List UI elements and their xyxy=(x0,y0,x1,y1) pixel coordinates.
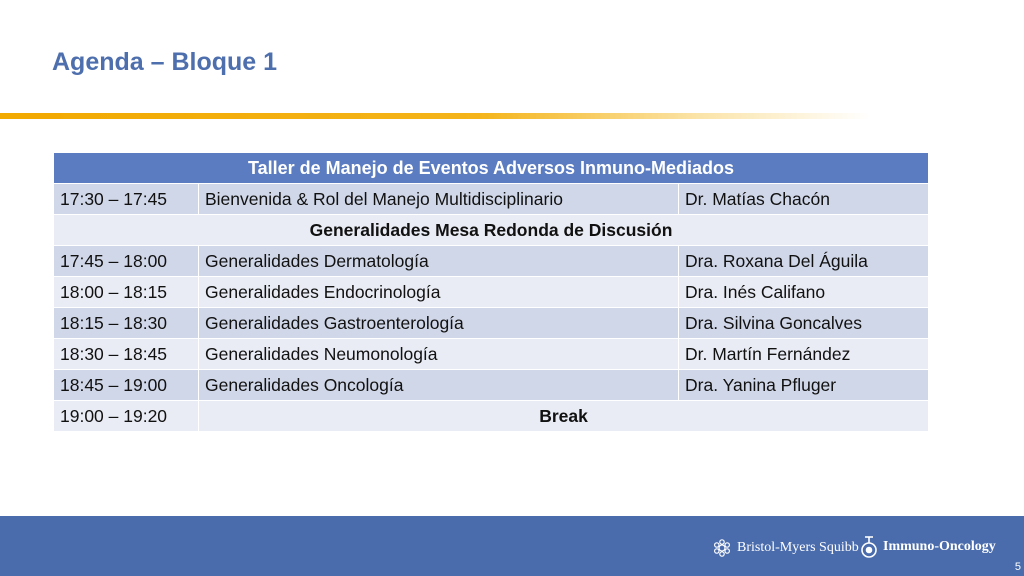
table-row xyxy=(54,339,929,370)
table-row xyxy=(54,370,929,401)
speaker-cell: Dra. Roxana Del Águila xyxy=(679,246,929,277)
topic-cell: Generalidades Endocrinología xyxy=(199,277,679,308)
io-logo xyxy=(860,535,996,559)
section-row xyxy=(54,215,929,246)
speaker-cell: Dr. Matías Chacón xyxy=(679,184,929,215)
topic-cell: Generalidades Oncología xyxy=(199,370,679,401)
speaker-cell: Dra. Inés Califano xyxy=(679,277,929,308)
time-cell: 19:00 – 19:20 xyxy=(54,401,199,432)
time-cell: 18:30 – 18:45 xyxy=(54,339,199,370)
io-logo-text: Immuno-Oncology xyxy=(883,539,996,554)
time-cell: 17:45 – 18:00 xyxy=(54,246,199,277)
topic-cell: Bienvenida & Rol del Manejo Multidisciplinario xyxy=(199,184,679,215)
page-number: 5 xyxy=(1014,561,1021,573)
bms-logo xyxy=(712,538,859,558)
section-title: Generalidades Mesa Redonda de Discusión xyxy=(54,215,929,246)
time-cell: 18:15 – 18:30 xyxy=(54,308,199,339)
topic-cell: Generalidades Dermatología xyxy=(199,246,679,277)
agenda-table xyxy=(53,152,929,432)
table-row xyxy=(54,308,929,339)
io-figure-icon xyxy=(860,535,878,559)
table-row xyxy=(54,184,929,215)
break-row xyxy=(54,401,929,432)
table-header: Taller de Manejo de Eventos Adversos Inmuno-Mediados xyxy=(54,153,929,184)
speaker-cell: Dra. Yanina Pfluger xyxy=(679,370,929,401)
topic-cell: Generalidades Gastroenterología xyxy=(199,308,679,339)
speaker-cell: Dra. Silvina Goncalves xyxy=(679,308,929,339)
topic-cell: Generalidades Neumonología xyxy=(199,339,679,370)
break-label: Break xyxy=(199,401,929,432)
bms-star-icon xyxy=(712,538,732,558)
speaker-cell: Dr. Martín Fernández xyxy=(679,339,929,370)
accent-line xyxy=(0,113,870,119)
table-row xyxy=(54,246,929,277)
table-header-row xyxy=(54,153,929,184)
time-cell: 18:45 – 19:00 xyxy=(54,370,199,401)
time-cell: 17:30 – 17:45 xyxy=(54,184,199,215)
table-row xyxy=(54,277,929,308)
bms-logo-text: Bristol-Myers Squibb xyxy=(737,540,859,555)
slide-title: Agenda – Bloque 1 xyxy=(52,48,278,76)
footer-bar xyxy=(0,516,1024,576)
time-cell: 18:00 – 18:15 xyxy=(54,277,199,308)
